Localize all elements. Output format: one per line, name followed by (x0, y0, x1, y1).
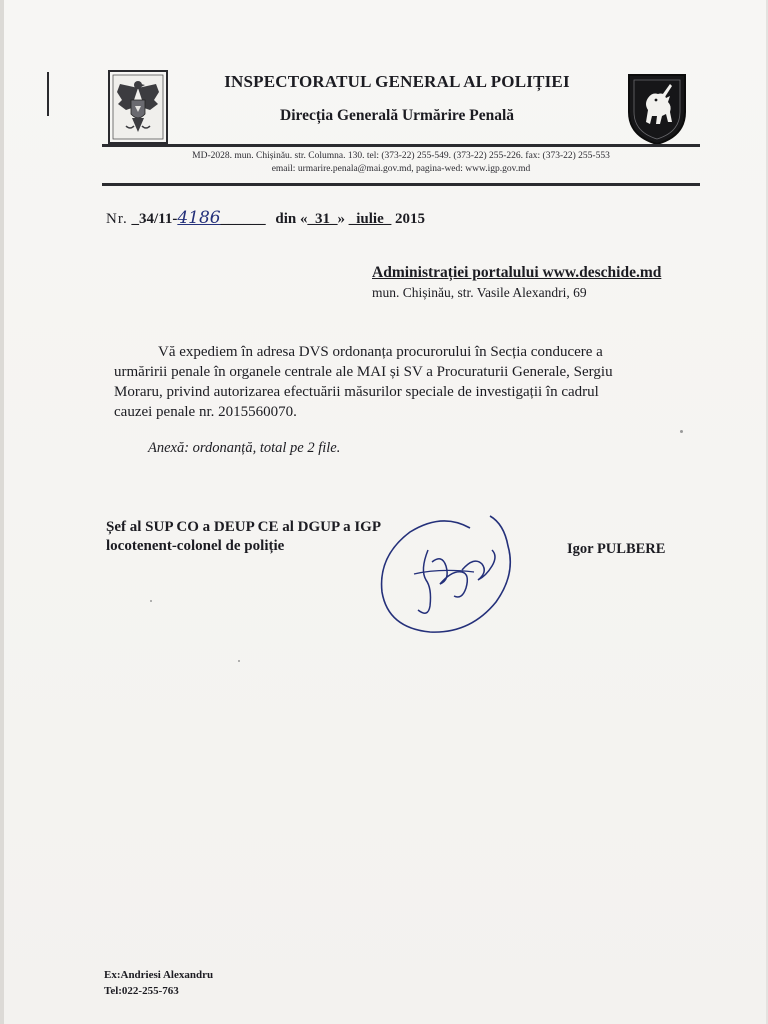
executor-name: Ex:Andriesi Alexandru (104, 969, 214, 981)
registration-month: _iulie_ (348, 211, 392, 227)
scan-speck (238, 660, 240, 662)
directorate-title: Direcția Generală Urmărire Penală (280, 107, 514, 124)
police-lion-shield-icon (626, 72, 688, 146)
contact-email-line: email: urmarire.penala@mai.gov.md, pagina-wed: www.igp.gov.md (271, 164, 531, 174)
header-rule-bottom (102, 183, 700, 186)
signatory-position-1: Șef al SUP CO a DEUP CE al DGUP a IGP (106, 519, 382, 535)
body-line-2: urmăririi penale în organele centrale ale MAI și SV a Procuraturii Generale, Sergiu (114, 364, 613, 380)
din-label: din « (275, 211, 308, 227)
scan-speck (150, 600, 152, 602)
addressee-address: mun. Chișinău, str. Vasile Alexandri, 69 (372, 285, 587, 300)
nr-suffix: ______ (220, 211, 266, 227)
registration-line (106, 208, 425, 228)
registration-year: 2015 (394, 211, 425, 227)
body-line-4: cauzei penale nr. 2015560070. (114, 404, 297, 420)
annex-note: Anexă: ordonanță, total pe 2 file. (148, 440, 341, 456)
scan-speck (680, 430, 683, 433)
body-line-1: Vă expediem în adresa DVS ordonanța procurorului în Secția conducere a (158, 344, 603, 360)
margin-mark (47, 72, 49, 116)
header-rule-top (102, 144, 700, 147)
letter-body (114, 342, 702, 422)
registration-day: _31_ (307, 211, 338, 227)
nr-prefix: _34/11- (131, 211, 178, 227)
signatory-position-2: locotenent-colonel de poliție (106, 538, 285, 554)
signatory-name: Igor PULBERE (567, 541, 666, 557)
scan-edge-left (0, 0, 4, 1024)
handwritten-signature (370, 510, 530, 640)
nr-handwritten: 4186 (177, 208, 221, 228)
contact-address-line: MD-2028. mun. Chișinău. str. Columna. 130. tel: (373-22) 255-549. (373-22) 255-226. fax: (373-22) 255-553 (192, 151, 610, 161)
nr-label: Nr. (106, 211, 128, 227)
institution-title: INSPECTORATUL GENERAL AL POLIȚIEI (224, 72, 570, 91)
addressee-name: Administrației portalului www.deschide.md (372, 264, 662, 281)
executor-phone: Tel:022-255-763 (104, 985, 179, 997)
body-line-3: Moraru, privind autorizarea efectuării măsurilor speciale de investigații în cadrul (114, 384, 599, 400)
moldova-coat-of-arms-eagle-icon (108, 70, 168, 144)
after-day: » (337, 211, 349, 227)
